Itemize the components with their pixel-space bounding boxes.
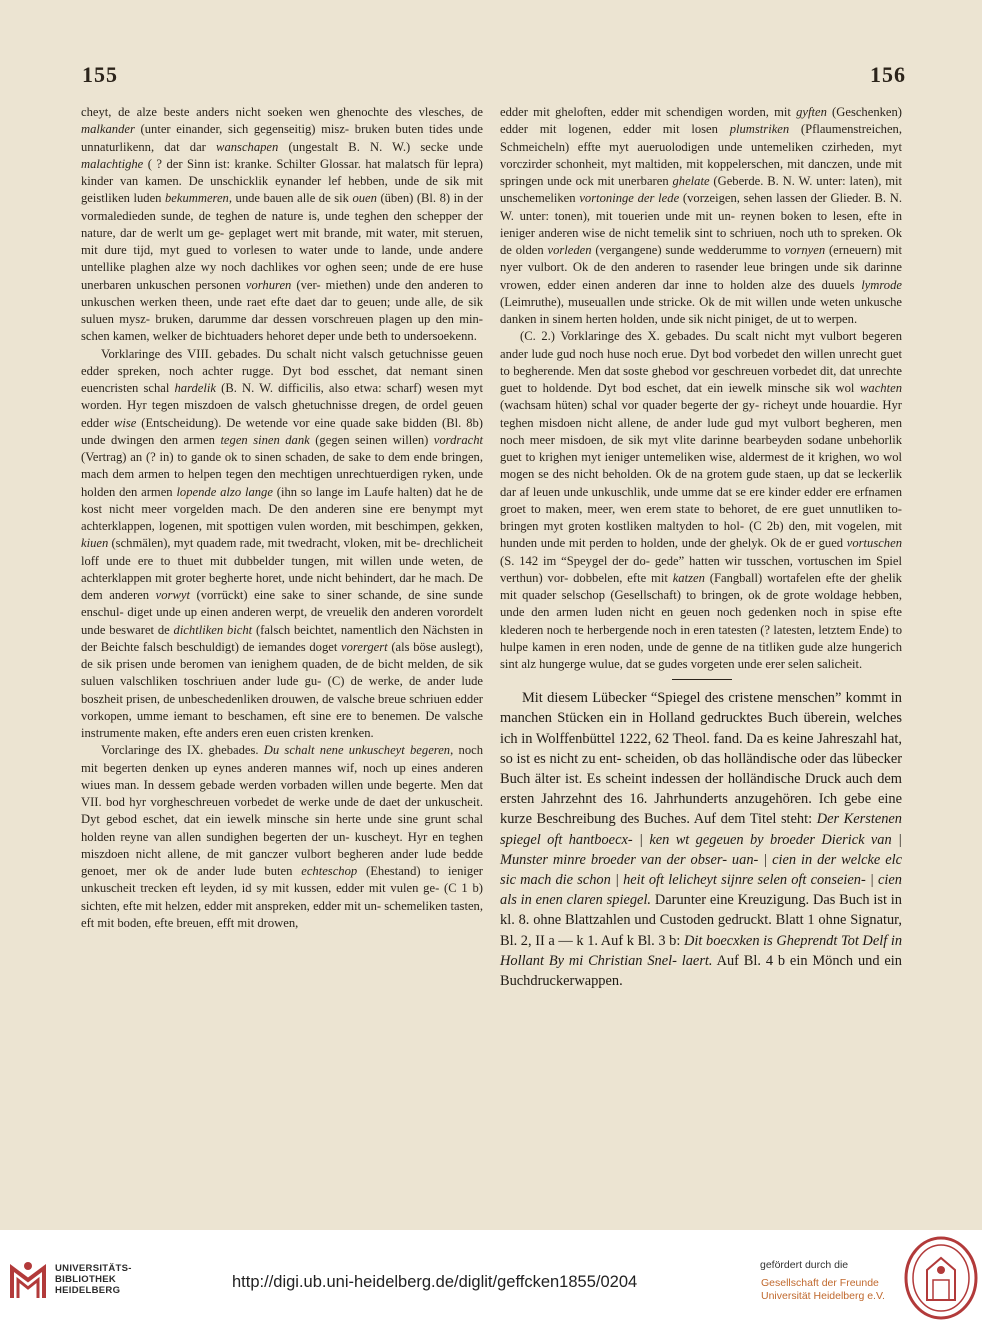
library-name-line: UNIVERSITÄTS- — [55, 1263, 132, 1274]
left-paragraph: Vorklaringe des VIII. gebades. Du schalt nicht valsch getuchnisse geuen edder spreken, noch achter rugge. Dyt bod esschet, dat nemant sinen euencristen schal hardelik (B. N. W. difficilis, also etwa: scharf) wesen myt worden. Hyr tegen miszdoen de valsch ghetuchnisse dregen, de ordel geuen edder wise (Entscheidung). De wetende vor eine quade sake bidden (Bl. 8b) unde dwingen den armen tegen sinen dank (gegen seinen willen) vordracht (Vertrag) an (? in) to gande ok to sinen schaden, de sake to dem ende bringen, mach dem armen to helpen tegen den mechtigen unrechtuerdigen ryken, unde holden den armen lopende alzo lange (ihn so lange im Laufe halten) dat he de kost nicht meer vorgelden mach. De den anderen sine ere benympt myt achterklappen, logenen, mit spottigen vulen worden, mit beschimpen, gekken, kiuen (schmälen), myt quadem rade, mit twedracht, vloken, mit be- drechlicheit loff unde ere to thuet mit dubbelder tungen, mit willen unde weten, de achterklappen mit groter begherte horet, unde nicht behindert, dar he mach. De dem anderen vorwyt (vorrückt) eine sake to siner schande, de sine sunde enschul- diget unde up einen anderen werpt, de vreuelik den anderen vorordelt unde beswaret de dichtliken bicht (falsch beichtet, namentlich den Nächsten in der Beichte falsch beschuldigt) de iemandes doget vorergert (als böse auslegt), de sik prisen unde beromen van ienighem quaden, de de bicht melden, de sik suluen valschliken toschriuen ander lude gu- (C) de werke, de ander lude boszheit prisen, de unbeschedenliken drouwen, de valsche breue schriuen edder vorkopen, umme iemant to beschamen, eft sine ere to benemen. De valsche instrumente maken, efte anders eren euen cristen krenken. — [81, 346, 484, 740]
page-number-right: 156 — [870, 62, 906, 87]
page-number-left: 155 — [82, 62, 118, 87]
library-name — [55, 1263, 132, 1296]
commentary-block — [500, 688, 902, 991]
sponsor-name-line: Gesellschaft der Freunde — [761, 1277, 879, 1289]
source-url-link[interactable]: http://digi.ub.uni-heidelberg.de/diglit/geffcken1855/0204 — [232, 1273, 638, 1291]
right-column — [500, 104, 902, 991]
left-paragraph: Vorclaringe des IX. ghebades. Du schalt nene unkuscheyt begeren, noch mit begerten denken up eynes anderen mannes wif, noch up eines anderen wiues man. In dessem gebade werden vorbaden willen unde begerte. Men dat VII. bod hyr vorgheschreuen vorbedet de werke unde de daet der unkuscheit. Dyt gebod eschet, dat ein iewelk minsche sin herte unde sine grunt schal holden reyne van allen sundighen begerten der un- kuscheyt. Hyr en teghen miszdoen nicht allene, de mit ganczer vulbort begheren ander lude bedde genoet, mer ok de ander lude buten echteschop (Ehestand) to ieniger unkuscheit trecken eft leyden, id sy mit kussen, edder mit vulen ge- (C 1 b) sichten, efte mit helzen, edder mit anspreken, edder mit un- schemeliken tasten, eft mit boden, efte breuen, efft mit drowen, — [81, 743, 483, 930]
university-library-logo-icon — [10, 1260, 46, 1300]
sponsor-name — [761, 1277, 885, 1303]
sponsor-name-line: Universität Heidelberg e.V. — [761, 1290, 885, 1302]
library-name-line: HEIDELBERG — [55, 1285, 121, 1296]
footer-bar — [0, 1230, 982, 1323]
section-divider — [672, 679, 732, 680]
sponsor-label: gefördert durch die — [760, 1259, 849, 1271]
right-paragraph: edder mit gheloften, edder mit schendigen worden, mit gyften (Geschenken) edder mit logenen, edder mit losen plumstriken (Pflaumenstreichen, Schmeicheln) effte myt aueruolodigen unde untemeliken czirheden, myt vorczirder schonheit, myt maltiden, mit koppelerschen, mit danczen, unde mit springen unde ock mit unerbaren ghelate (Geberde. B. N. W. unter: laten), mit unschemeliken vortoninge der lede (vorzeigen, sehen lassen der Glieder. B. N. W. unter: tonen), mit touerien unde mit un- reynen boken to lesen, efte in ieniger anderen wise de nicht temelik sint to schriuen, noch uth to spreken. Ok de olden vorleden (vergangene) sunde wedderumme to vornyen (erneuern) mit nyer vulbort. Ok de den anderen to rasender leue bringen unde sik darinne vrowen, edder einen anderen dar inne to holden alze des duuels lymrode (Leimruthe), museuallen unde stricke. Ok de mit willen unde weten unkusche danken in sinem herten holden, unde sik nicht piniget, de ut to werpen. — [500, 105, 903, 326]
commentary-paragraph: Mit diesem Lübecker “Spiegel des cristene menschen” kommt in manchen Stücken ein in Holland gedrucktes Buch überein, welches ich in Wolffenbüttel 1222, 62 Theol. fand. Da es keine Jahreszahl hat, so ist es nicht zu ent- scheiden, ob das holländische oder das lübecker Buch älter ist. Es scheint indessen der holländische Druck auch dem ersten Jahrzehnt des 16. Jahrhunderts anzugehören. Ich gebe eine kurze Beschreibung des Buches. Auf dem Titel steht: Der Kerstenen spiegel oft hantboecx- | ken wt gegeuen by broeder Dierick van | Munster minre broeder van der obser- uan- | cien in der welcke elc sic mach die schon | heit oft lelicheyt sijnre selen oft conseien- | cien als in enen claren spiegel. Darunter eine Kreuzigung. Das Buch ist in kl. 8. ohne Blattzahlen und Custoden gedruckt. Blatt 1 ohne Signatur, Bl. 2, II a — k 1. Auf k Bl. 3 b: Dit boecxken is Gheprendt Tot Delf in Hollant By mi Christian Snel- laert. Auf Bl. 4 b ein Mönch und ein Buchdruckerwappen. — [500, 690, 903, 990]
left-paragraph: cheyt, de alze beste anders nicht soeken wen ghenochte des vlesches, de malkander (unter einander, sich gegenseitig) misz- bruken buten tides unde unnaturlikenn, dat dar wanschapen (ungestalt B. N. W.) secke unde malachtighe ( ? der Sinn ist: kranke. Schilter Glossar. hat malatsch für lepra) kinder van kamen. De unschicklik eynander lef hebben, unde de sik mit geistliken luden bekummeren, unde bauen alle de sik ouen (üben) (Bl. 8) in der vormaledieden sunde, de teghen de nature is, unde teghen den schepper der nature, dar de werlt um ge- geplaget wert mit brande, mit water, mit steruen, mit dure tijd, myt gued to vorlesen to water unde to lande, unde andere untellike plaghen alze wy noch dachlikes vor oghen seen; unde de ere huse unerbaren unkuschen personen vorhuren (ver- miethen) unde den anderen to unkuschen werken theen, unde raet efte daet dar to geuen; unde alle, de sik suluen mysz- bruken, darumme dar dessen vorschreuen plagen up den min- schen kamen, welker de bichtuaders hehoret deper unde beth to undersoekenn. — [81, 105, 484, 344]
university-seal-icon — [903, 1236, 979, 1320]
right-paragraph: (C. 2.) Vorklaringe des X. gebades. Du scalt nicht myt vulbort begeren ander lude gud noch huse noch erue. Dyt bod vorbedet den willen unrecht guet to begherende. Men dat soste ghebod vor geschreuen vorbedet dit, dat unrechte guet to holdende. Dyt bod eschet, dat ein iewelk minsche sik wol wachten (wachsam hüten) schal vor quader begerte der gy- richeyt unde houardie. Hyr teghen misdoen nicht allene, de ander lude gud myt vulbort begheren, men noch meer misdoen, de sik myt vlite darinne bearbeyden sodane unbehorlik guet to krighen myt ieniger untemeliken wise, aldermest de it krighen, wo wol mogen se des nicht beholden. Ok de na grotem gude staen, up dat se leckerlik dar af leuen unde unkuschlik, unde umme dat se ere kinder edder ere erfnamen groet to maken, meer, wen erem state to behoret, de ere guet unnutliken to- bringen myt groten kostliken maltyden to hol- (C 2b) den, mit vogelen, mit hunden unde mit perden to holden, unde der ghelyk. Ok de er gued vortuschen (S. 142 im “Speygel der do- gede” hatten wir tusschen, vortuschen im Spiel verthun) vor- dobbelen, efte mit katzen (Fangball) wortafelen efte der ghelik mit quader selschop (Gesellschaft) to bringen, ok de grote woldage hebben, unde den armen luden nicht en geuen noch gedenken noch in spise efte klederen noch te herbergende noch in eren tatesten (? latesten, letztem Ende) to hulpe kamen in eren noden, unde de genne de na titliken gude alze hungerich sint alz hungerge wulue, dat se gudes vorgeten unde erer selen salicheit. — [500, 329, 902, 671]
library-name-line: BIBLIOTHEK — [55, 1274, 117, 1285]
left-column — [81, 104, 483, 932]
